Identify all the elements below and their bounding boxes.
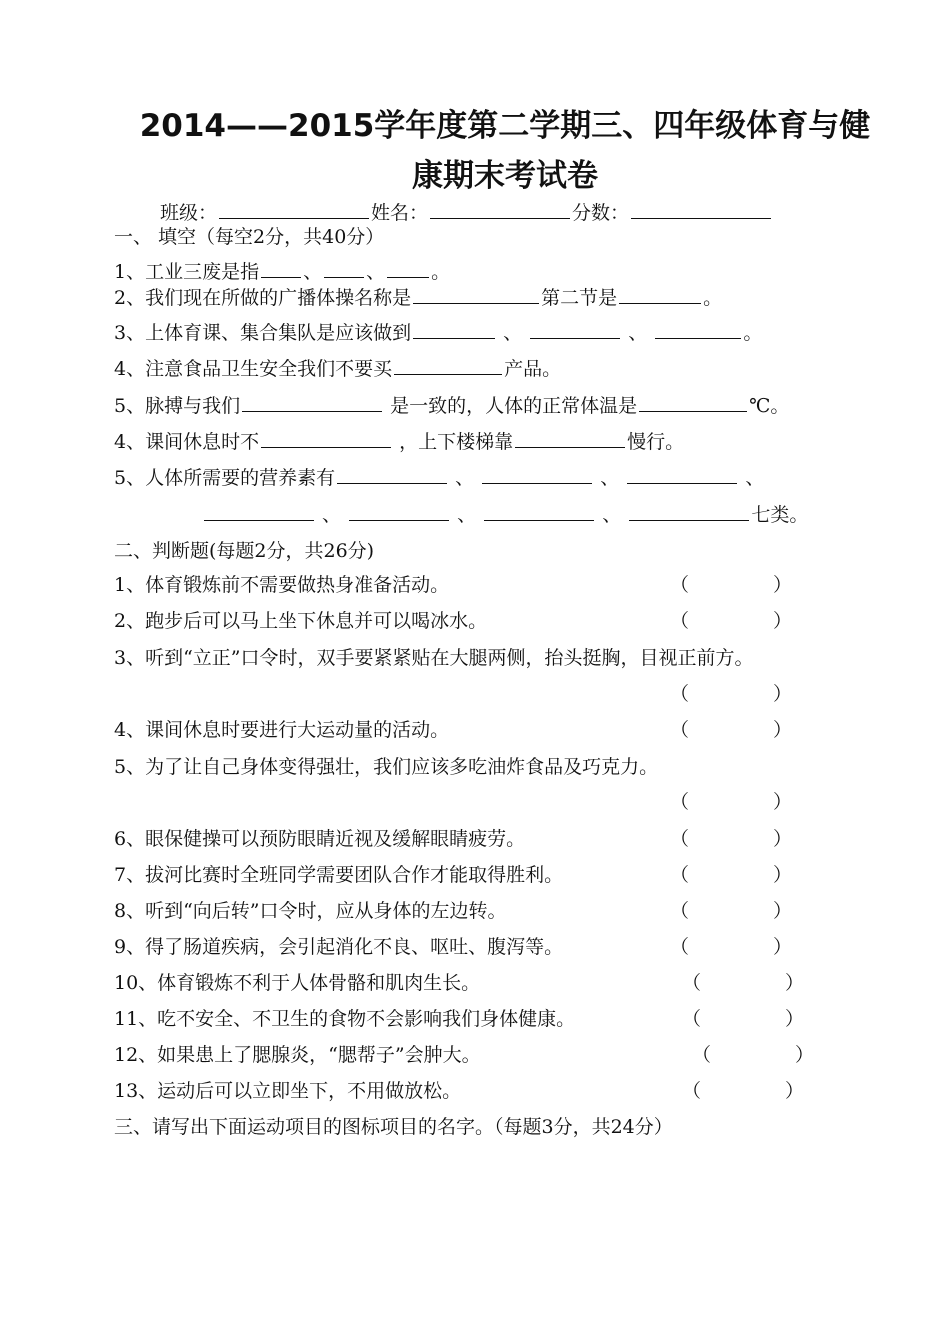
judge-question-9: 9、得了肠道疾病，会引起消化不良、呕吐、腹泻等。 — [114, 936, 564, 958]
name-label: 姓名： — [371, 202, 429, 224]
judge-question-13: 13、运动后可以立即坐下，不用做放松。 — [114, 1080, 462, 1102]
fill-question-2: 2、我们现在所做的广播体操名称是 第二节是 。 — [114, 287, 723, 309]
judge-question-10: 10、体育锻炼不利于人体骨骼和肌肉生长。 — [114, 972, 481, 994]
answer-parens[interactable]: （ ） — [670, 574, 793, 596]
answer-blank[interactable] — [387, 259, 429, 278]
student-info-row — [160, 200, 773, 226]
answer-parens[interactable]: （ ） — [670, 864, 793, 886]
fill-question-5: 5、脉搏与我们 是一致的，人体的正常体温是 ℃。 — [114, 395, 790, 417]
fill-question-3: 3、上体育课、集合集队是应该做到 、 、 。 — [114, 322, 763, 344]
answer-blank[interactable] — [655, 320, 741, 339]
judge-question-4: 4、课间休息时要进行大运动量的活动。 — [114, 719, 450, 741]
answer-blank[interactable] — [413, 320, 495, 339]
score-field[interactable] — [631, 200, 771, 219]
answer-blank[interactable] — [242, 393, 382, 412]
answer-blank[interactable] — [482, 465, 592, 484]
name-field[interactable] — [430, 200, 570, 219]
judge-question-8: 8、听到“向后转”口令时，应从身体的左边转。 — [114, 900, 507, 922]
answer-parens[interactable]: （ ） — [670, 900, 793, 922]
answer-blank[interactable] — [349, 502, 449, 521]
answer-blank[interactable] — [261, 429, 391, 448]
answer-parens[interactable]: （ ） — [682, 1008, 805, 1030]
answer-blank[interactable] — [337, 465, 447, 484]
judge-question-1: 1、体育锻炼前不需要做热身准备活动。 — [114, 574, 450, 596]
section2-heading: 二、判断题(每题2分，共26分) — [114, 540, 375, 562]
answer-parens[interactable]: （ ） — [682, 972, 805, 994]
fill-question-7: 5、人体所需要的营养素有 、 、 、 — [114, 467, 765, 489]
judge-question-5: 5、为了让自己身体变得强壮，我们应该多吃油炸食品及巧克力。 — [114, 756, 659, 778]
class-field[interactable] — [219, 200, 369, 219]
judge-question-7: 7、拔河比赛时全班同学需要团队合作才能取得胜利。 — [114, 864, 564, 886]
answer-blank[interactable] — [627, 465, 737, 484]
answer-parens[interactable]: （ ） — [670, 719, 793, 741]
judge-question-6: 6、眼保健操可以预防眼睛近视及缓解眼睛疲劳。 — [114, 828, 526, 850]
answer-blank[interactable] — [530, 320, 620, 339]
answer-blank[interactable] — [515, 429, 625, 448]
answer-blank[interactable] — [394, 356, 502, 375]
fill-question-4: 4、注意食品卫生安全我们不要买 产品。 — [114, 358, 562, 380]
answer-blank[interactable] — [413, 285, 539, 304]
answer-parens[interactable]: （ ） — [670, 610, 793, 632]
answer-parens[interactable]: （ ） — [692, 1044, 815, 1066]
section1-heading: 一、 填空（每空2分，共40分） — [114, 226, 385, 248]
answer-blank[interactable] — [639, 393, 747, 412]
fill-question-6: 4、课间休息时不 ，上下楼梯靠 慢行。 — [114, 431, 685, 453]
answer-blank[interactable] — [324, 259, 364, 278]
exam-title-line2: 康期末考试卷 — [412, 158, 598, 194]
exam-title-line1: 2014——2015学年度第二学期三、四年级体育与健 — [139, 108, 871, 144]
judge-question-11: 11、吃不安全、不卫生的食物不会影响我们身体健康。 — [114, 1008, 576, 1030]
answer-blank[interactable] — [629, 502, 749, 521]
fill-question-1: 1、工业三废是指 、 、 。 — [114, 261, 451, 283]
answer-blank[interactable] — [261, 259, 301, 278]
answer-parens[interactable]: （ ） — [682, 1080, 805, 1102]
judge-question-12: 12、如果患上了腮腺炎，“腮帮子”会肿大。 — [114, 1044, 481, 1066]
answer-parens[interactable]: （ ） — [670, 791, 793, 813]
judge-question-2: 2、跑步后可以马上坐下休息并可以喝冰水。 — [114, 610, 488, 632]
answer-parens[interactable]: （ ） — [670, 936, 793, 958]
answer-blank[interactable] — [484, 502, 594, 521]
answer-parens[interactable]: （ ） — [670, 828, 793, 850]
judge-question-3: 3、听到“立正”口令时，双手要紧紧贴在大腿两侧，抬头挺胸，目视正前方。 — [114, 647, 754, 669]
section3-heading: 三、请写出下面运动项目的图标项目的名字。（每题3分，共24分） — [114, 1116, 673, 1138]
class-label: 班级： — [160, 202, 218, 224]
answer-blank[interactable] — [204, 502, 314, 521]
answer-blank[interactable] — [619, 285, 701, 304]
score-label: 分数： — [572, 202, 630, 224]
answer-parens[interactable]: （ ） — [670, 683, 793, 705]
fill-question-7-cont: 、 、 、 七类。 — [202, 502, 808, 528]
